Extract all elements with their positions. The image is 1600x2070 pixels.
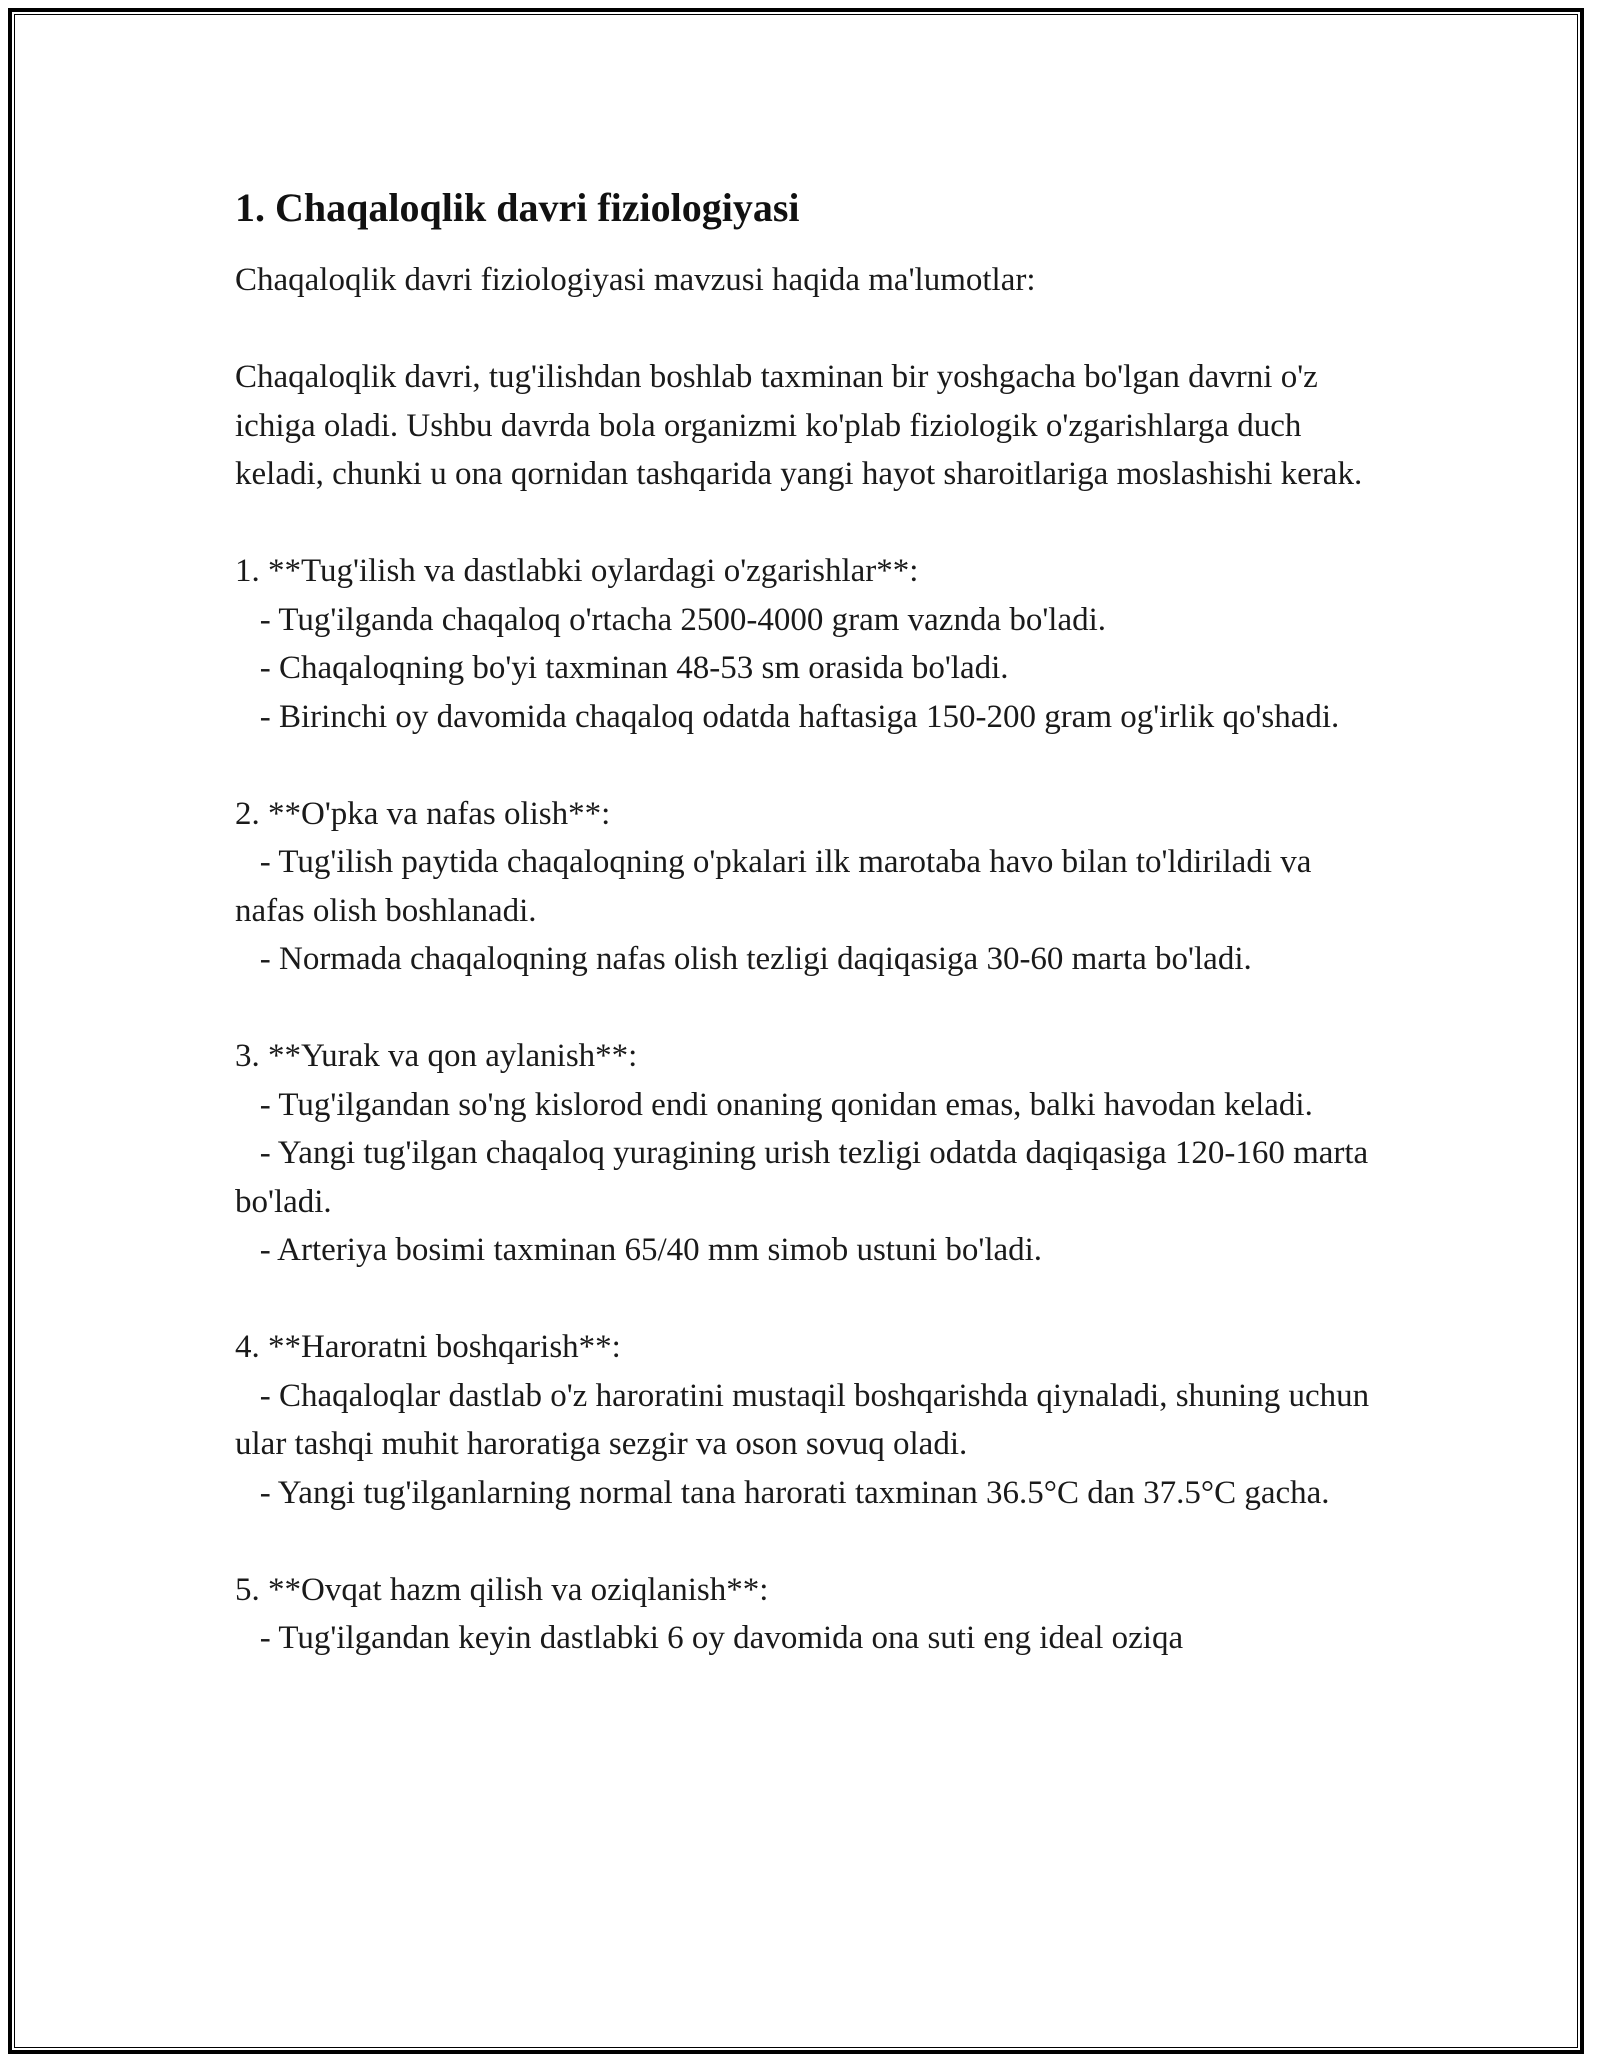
document-title: 1. Chaqaloqlik davri fiziologiyasi [235, 185, 800, 230]
document-body: Chaqaloqlik davri fiziologiyasi mavzusi haqida ma'lumotlar: Chaqaloqlik davri, tug'ilishdan boshlab taxminan bir yoshgacha bo'lgan davrni o'z ichiga oladi. Ushbu davrda bola organizmi ko'plab fiziologik o'zgarishlarga duch keladi, chunki u ona qornidan tashqarida yangi hayot sharoitlariga moslashishi kerak. 1. **Tug'ilish va dastlabki oylardagi o'zgarishlar**: - Tug'ilganda chaqaloq o'rtacha 2500-4000 gram vaznda bo'ladi. - Chaqaloqning bo'yi taxminan 48-53 sm orasida bo'ladi. - Birinchi oy davomida chaqaloq odatda haftasiga 150-200 gram og'irlik qo'shadi. 2. **O'pka va nafas olish**: - Tug'ilish paytida chaqaloqning o'pkalari ilk marotaba havo bilan to'ldiriladi va nafas olish boshlanadi. - Normada chaqaloqning nafas olish tezligi daqiqasiga 30-60 marta bo'ladi. 3. **Yurak va qon aylanish**: - Tug'ilgandan so'ng kislorod endi onaning qonidan emas, balki havodan keladi. - Yangi tug'ilgan chaqaloq yuragining urish tezligi odatda daqiqasiga 120-160 marta bo'ladi. - Arteriya bosimi taxminan 65/40 mm simob ustuni bo'ladi. 4. **Haroratni boshqarish**: - Chaqaloqlar dastlab o'z haroratini mustaqil boshqarishda qiynaladi, shuning uchun ular tashqi muhit haroratiga sezgir va oson sovuq oladi. - Yangi tug'ilganlarning normal tana harorati taxminan 36.5°C dan 37.5°C gacha. 5. **Ovqat hazm qilish va oziqlanish**: - Tug'ilgandan keyin dastlabki 6 oy davomida ona suti eng ideal oziqa [235, 262, 1370, 1656]
document-content [235, 184, 1385, 1663]
